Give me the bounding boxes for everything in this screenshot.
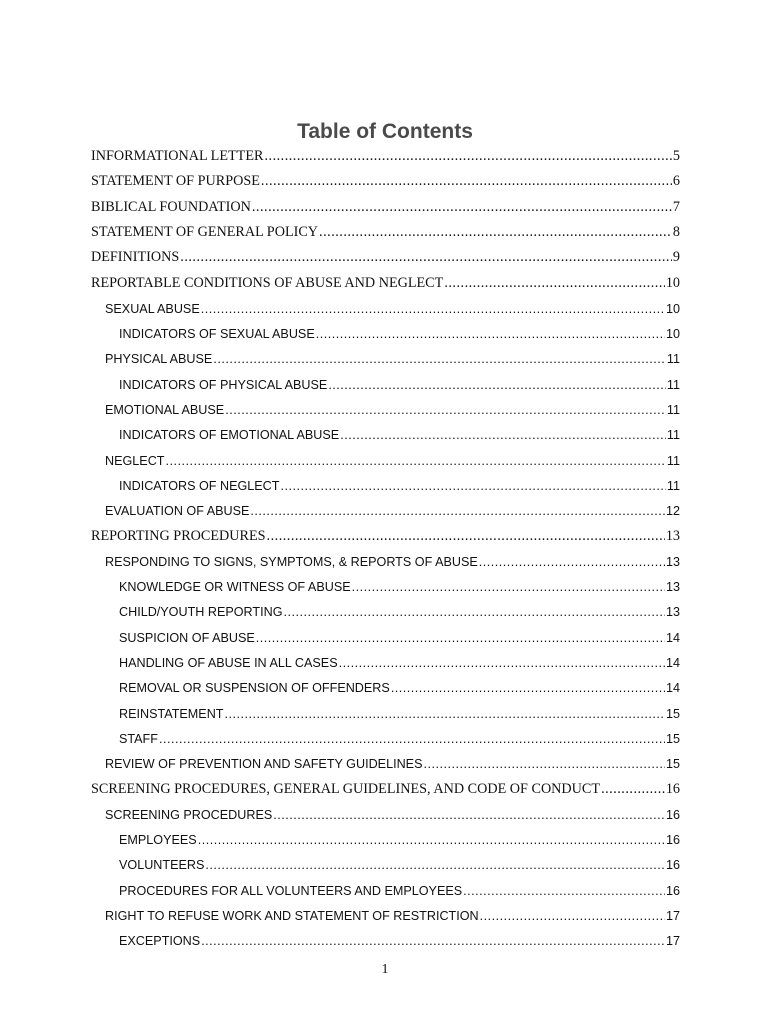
toc-entry-page: 11: [666, 428, 680, 443]
toc-entry-label: PROCEDURES FOR ALL VOLUNTEERS AND EMPLOYEES: [119, 883, 463, 898]
toc-entry-label: SUSPICION OF ABUSE: [119, 630, 255, 645]
toc-leader-dots: [601, 781, 665, 798]
toc-entry[interactable]: [119, 327, 680, 341]
toc-leader-dots: [480, 909, 665, 923]
toc-entry-page: 11: [666, 377, 680, 392]
toc-leader-dots: [319, 224, 672, 241]
toc-entry-page: 11: [666, 352, 680, 367]
toc-entry[interactable]: [119, 884, 680, 898]
toc-entry[interactable]: [91, 781, 680, 798]
toc-entry[interactable]: [91, 224, 680, 241]
toc-leader-dots: [391, 681, 665, 695]
toc-leader-dots: [463, 884, 665, 898]
toc-entry-label: NEGLECT: [105, 453, 165, 468]
toc-leader-dots: [201, 302, 665, 316]
toc-entry-page: 15: [665, 731, 680, 746]
toc-entry-label: EXCEPTIONS: [119, 934, 201, 949]
toc-entry[interactable]: [91, 173, 680, 190]
toc-leader-dots: [252, 199, 672, 216]
toc-entry[interactable]: [119, 732, 680, 746]
toc-entry[interactable]: [119, 656, 680, 670]
toc-entry-page: 17: [665, 909, 680, 923]
toc-leader-dots: [423, 757, 665, 771]
toc-entry-page: 10: [665, 274, 680, 291]
toc-entry-label: INDICATORS OF NEGLECT: [119, 478, 280, 493]
toc-entry-label: RESPONDING TO SIGNS, SYMPTOMS, & REPORTS OF ABUSE: [105, 554, 478, 569]
toc-entry-page: 9: [672, 249, 680, 266]
toc-entry-page: 6: [672, 173, 680, 190]
toc-entry[interactable]: [105, 909, 680, 923]
toc-entry[interactable]: [119, 833, 680, 847]
toc-entry[interactable]: [105, 504, 680, 518]
toc-entry[interactable]: [105, 454, 680, 468]
toc-entry-page: 14: [665, 656, 680, 670]
toc-entry-page: 16: [665, 858, 680, 873]
toc-entry-label: INDICATORS OF PHYSICAL ABUSE: [119, 377, 328, 392]
toc-leader-dots: [328, 378, 666, 392]
toc-entry[interactable]: [119, 631, 680, 645]
toc-entry-label: KNOWLEDGE OR WITNESS OF ABUSE: [119, 580, 351, 595]
toc-entry-label: STAFF: [119, 731, 158, 746]
toc-entry[interactable]: [105, 302, 680, 316]
toc-entry-label: REPORTING PROCEDURES: [91, 527, 266, 544]
toc-entry-label: REPORTABLE CONDITIONS OF ABUSE AND NEGLECT: [91, 274, 444, 291]
page-number: 1: [381, 962, 389, 977]
toc-entry-page: 16: [665, 780, 680, 797]
toc-entry[interactable]: [91, 249, 680, 266]
toc-entry-label: RIGHT TO REFUSE WORK AND STATEMENT OF RESTRICTION: [105, 909, 479, 923]
toc-leader-dots: [198, 833, 665, 847]
toc-entry-label: VOLUNTEERS: [119, 858, 205, 873]
toc-entry-label: SCREENING PROCEDURES, GENERAL GUIDELINES, AND CODE OF CONDUCT: [91, 780, 601, 797]
toc-entry[interactable]: [91, 275, 680, 292]
toc-leader-dots: [261, 173, 672, 190]
toc-entry-page: 8: [672, 223, 680, 240]
toc-entry-page: 14: [665, 681, 680, 696]
toc-leader-dots: [479, 555, 665, 569]
toc-entry-label: REMOVAL OR SUSPENSION OF OFFENDERS: [119, 681, 390, 696]
toc-entry[interactable]: [119, 934, 680, 948]
toc-entry-label: REINSTATEMENT: [119, 706, 224, 721]
toc-entry-page: 13: [665, 527, 680, 544]
toc-entry-page: 13: [665, 580, 680, 595]
toc-entry-page: 10: [665, 301, 680, 316]
toc-leader-dots: [267, 528, 665, 545]
toc-entry-page: 16: [665, 807, 680, 822]
toc-entry-page: 17: [665, 934, 680, 949]
toc-entry-label: EMOTIONAL ABUSE: [105, 403, 225, 417]
toc-leader-dots: [224, 707, 665, 721]
toc-entry[interactable]: [119, 858, 680, 872]
toc-entry-label: INFORMATIONAL LETTER: [91, 148, 264, 164]
toc-leader-dots: [339, 656, 665, 670]
toc-leader-dots: [201, 934, 665, 948]
toc-leader-dots: [316, 327, 665, 341]
toc-leader-dots: [205, 858, 665, 872]
toc-entry-label: HANDLING OF ABUSE IN ALL CASES: [119, 656, 338, 670]
toc-entry[interactable]: [105, 808, 680, 822]
toc-entry-label: DEFINITIONS: [91, 249, 180, 266]
toc-entry-label: EMPLOYEES: [119, 833, 197, 848]
toc-entry-page: 10: [665, 327, 680, 342]
toc-entry-label: BIBLICAL FOUNDATION: [91, 198, 251, 215]
toc-entry-page: 16: [665, 883, 680, 898]
toc-leader-dots: [180, 249, 672, 266]
toc-entry-page: 15: [665, 757, 680, 772]
toc-entry-page: 13: [665, 605, 680, 620]
toc-entry[interactable]: [91, 199, 680, 216]
toc-leader-dots: [213, 352, 666, 366]
toc-leader-dots: [444, 275, 664, 292]
toc-entry-page: 15: [665, 706, 680, 721]
toc-leader-dots: [284, 605, 665, 619]
toc-entry[interactable]: [105, 757, 680, 771]
toc-entry-label: EVALUATION OF ABUSE: [105, 504, 250, 519]
toc-entry-page: 13: [665, 554, 680, 569]
toc-entry[interactable]: [91, 528, 680, 545]
toc-entry-page: 5: [672, 148, 680, 164]
toc-entry[interactable]: [119, 580, 680, 594]
toc-entry-page: 7: [672, 198, 680, 215]
toc-entry[interactable]: [105, 403, 680, 417]
toc-entry[interactable]: [105, 352, 680, 366]
toc-entry-label: STATEMENT OF GENERAL POLICY: [91, 223, 319, 240]
toc-entry-label: SCREENING PROCEDURES: [105, 807, 273, 822]
toc-entry-label: STATEMENT OF PURPOSE: [91, 173, 260, 190]
toc-leader-dots: [264, 148, 671, 165]
toc-title: Table of Contents: [297, 120, 473, 143]
toc-entry[interactable]: [119, 428, 680, 442]
toc-entry[interactable]: [105, 555, 680, 569]
toc-entry-page: 12: [665, 504, 680, 519]
toc-entry-page: 16: [665, 833, 680, 848]
toc-entry[interactable]: [91, 148, 680, 165]
toc-entry-label: REVIEW OF PREVENTION AND SAFETY GUIDELINES: [105, 757, 423, 772]
toc-entry-label: INDICATORS OF EMOTIONAL ABUSE: [119, 428, 340, 443]
toc-entry[interactable]: [119, 479, 680, 493]
toc-entry-label: INDICATORS OF SEXUAL ABUSE: [119, 327, 315, 342]
toc-entry[interactable]: [119, 707, 680, 721]
toc-entry-page: 14: [665, 630, 680, 645]
toc-entry-page: 11: [666, 478, 680, 493]
toc-entry-label: CHILD/YOUTH REPORTING: [119, 605, 283, 620]
toc-leader-dots: [280, 479, 665, 493]
toc-leader-dots: [225, 403, 666, 417]
toc-leader-dots: [256, 631, 665, 645]
toc-entry[interactable]: [119, 378, 680, 392]
toc-entry-label: SEXUAL ABUSE: [105, 301, 200, 316]
toc-leader-dots: [340, 428, 666, 442]
toc-leader-dots: [352, 580, 665, 594]
toc-leader-dots: [165, 454, 665, 468]
toc-entry-page: 11: [666, 403, 680, 417]
toc-leader-dots: [250, 504, 665, 518]
toc-entry[interactable]: [119, 681, 680, 695]
toc-entry[interactable]: [119, 605, 680, 619]
toc-leader-dots: [273, 808, 665, 822]
toc-entry-page: 11: [666, 453, 680, 468]
toc-leader-dots: [159, 732, 665, 746]
toc-entry-label: PHYSICAL ABUSE: [105, 352, 213, 367]
